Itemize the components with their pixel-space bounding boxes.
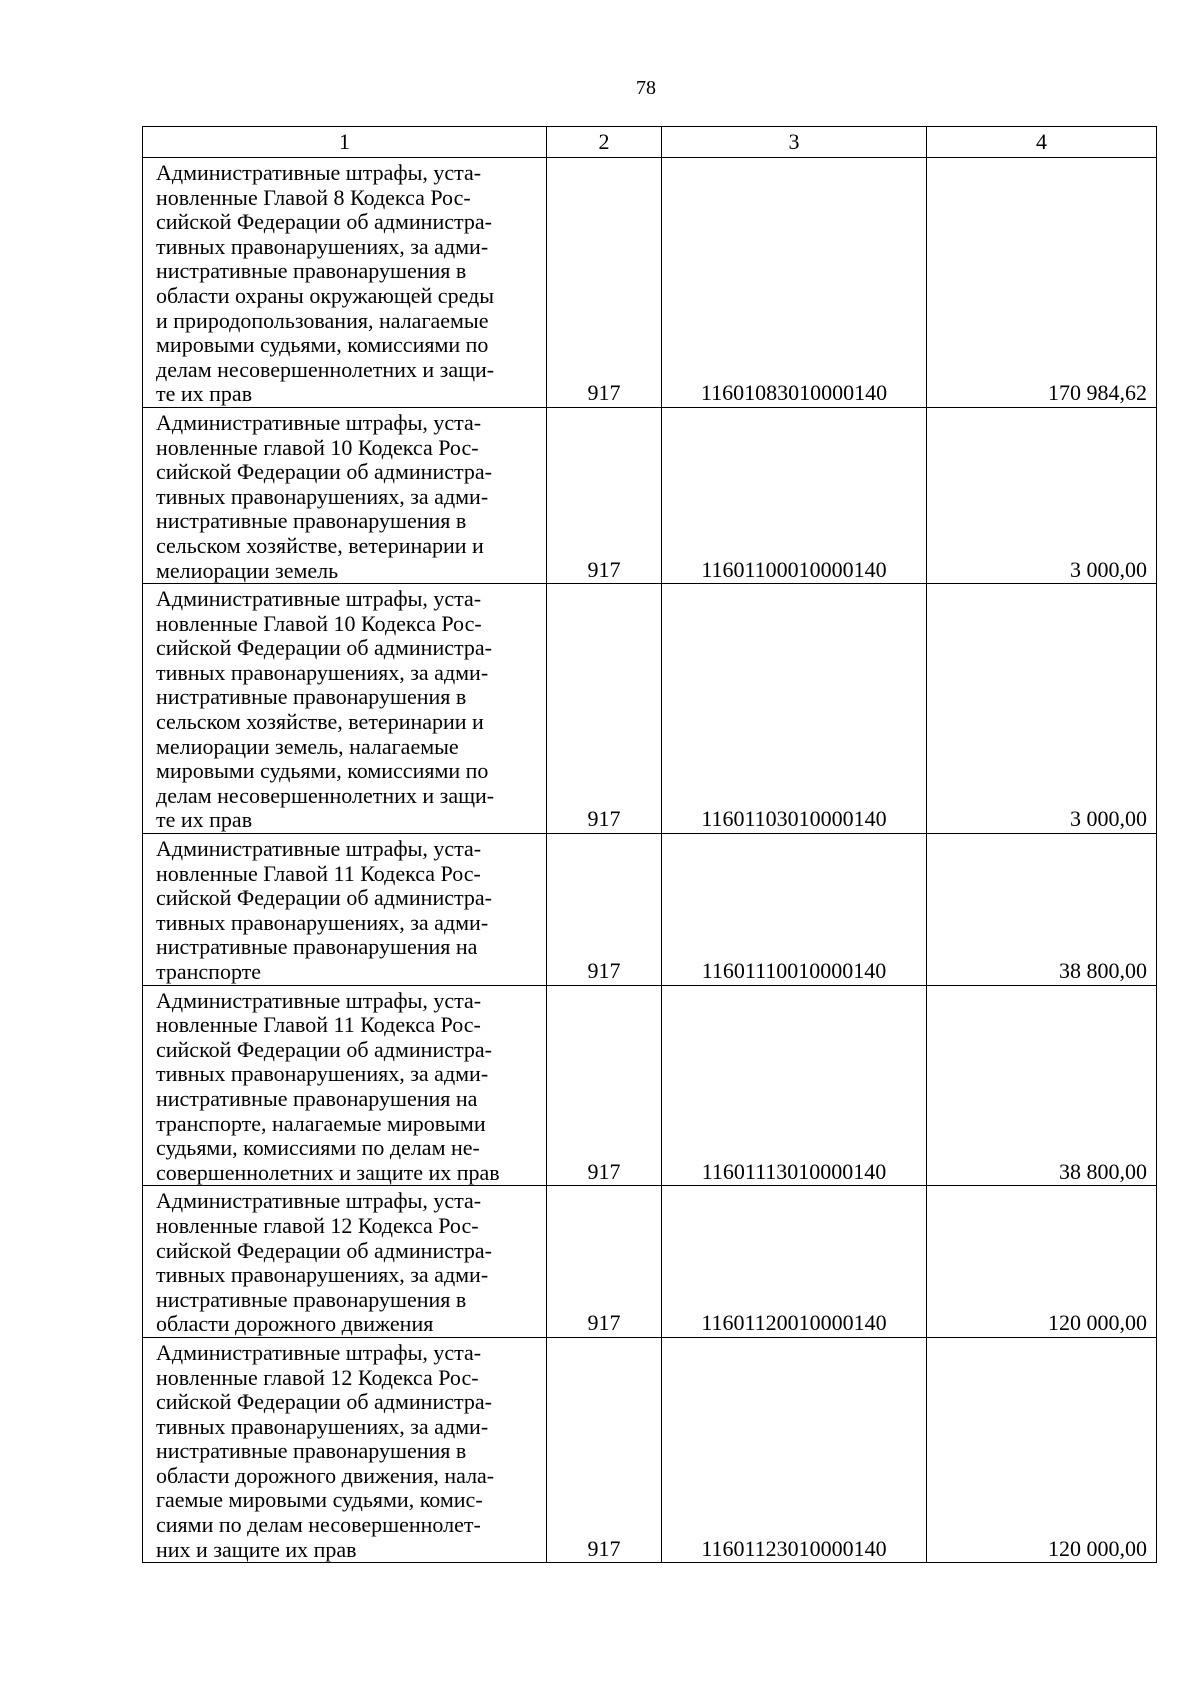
description-line: нистративные правонарушения в <box>156 1286 467 1312</box>
amount-cell: 3 000,00 <box>927 407 1157 583</box>
description-line: тивных правонарушениях, за адми- <box>156 1061 489 1087</box>
budget-code-cell: 11601083010000140 <box>662 158 927 408</box>
description-line: мировыми судьями, комиссиями по <box>156 332 489 358</box>
description-line: те их прав <box>156 381 253 407</box>
description-line: сийской Федерации об администра- <box>156 1389 492 1415</box>
description-line: нистративные правонарушения на <box>156 934 478 960</box>
table-row <box>143 985 1157 1186</box>
table-row <box>143 1337 1157 1562</box>
description-line: нистративные правонарушения в <box>156 1438 467 1464</box>
description-line: новленные Главой 11 Кодекса Рос- <box>156 1012 481 1038</box>
description-line: новленные главой 10 Кодекса Рос- <box>156 434 479 460</box>
table-row <box>143 1186 1157 1338</box>
description-line: Административные штрафы, уста- <box>156 1188 482 1214</box>
description-line: мелиорации земель <box>156 557 339 583</box>
budget-code-cell: 11601103010000140 <box>662 584 927 834</box>
description-line: нистративные правонарушения в <box>156 508 467 534</box>
description-cell <box>143 158 547 408</box>
admin-code-cell: 917 <box>547 584 662 834</box>
description-line: нистративные правонарушения в <box>156 684 467 710</box>
amount-cell: 120 000,00 <box>927 1337 1157 1562</box>
description-cell <box>143 584 547 834</box>
description-line: транспорте <box>156 959 262 984</box>
amount-cell: 120 000,00 <box>927 1186 1157 1338</box>
admin-code-cell: 917 <box>547 407 662 583</box>
description-line: Административные штрафы, уста- <box>156 1339 482 1365</box>
description-line: делам несовершеннолетних и защи- <box>156 782 495 808</box>
header-col-2: 2 <box>547 127 662 158</box>
description-line: судьями, комиссиями по делам не- <box>156 1135 480 1161</box>
description-line: новленные Главой 11 Кодекса Рос- <box>156 860 481 886</box>
budget-code-cell: 11601113010000140 <box>662 985 927 1186</box>
budget-table <box>142 126 1157 1563</box>
description-cell <box>143 985 547 1186</box>
description-line: нистративные правонарушения в <box>156 258 467 284</box>
header-col-1: 1 <box>143 127 547 158</box>
description-line: Административные штрафы, уста- <box>156 409 482 435</box>
description-line: мелиорации земель, налагаемые <box>156 733 459 759</box>
description-line: совершеннолетних и защите их прав <box>156 1159 500 1185</box>
description-line: Административные штрафы, уста- <box>156 987 482 1013</box>
description-line: сельском хозяйстве, ветеринарии и <box>156 709 484 735</box>
page-number: 78 <box>636 77 656 99</box>
description-line: сийской Федерации об администра- <box>156 1237 492 1263</box>
description-line: новленные главой 12 Кодекса Рос- <box>156 1364 479 1390</box>
admin-code-cell: 917 <box>547 1337 662 1562</box>
table-row <box>143 584 1157 834</box>
description-line: нистративные правонарушения на <box>156 1085 478 1111</box>
description-cell <box>143 1186 547 1338</box>
description-line: новленные Главой 8 Кодекса Рос- <box>156 184 471 210</box>
description-line: и природопользования, налагаемые <box>156 307 489 333</box>
description-line: сийской Федерации об администра- <box>156 459 492 485</box>
description-line: сийской Федерации об администра- <box>156 209 492 235</box>
description-line: тивных правонарушениях, за адми- <box>156 1262 489 1288</box>
description-line: области дорожного движения <box>156 1311 434 1337</box>
description-line: тивных правонарушениях, за адми- <box>156 233 489 259</box>
description-line: мировыми судьями, комиссиями по <box>156 758 489 784</box>
budget-code-cell: 11601110010000140 <box>662 834 927 986</box>
header-row <box>143 127 1157 158</box>
description-line: сийской Федерации об администра- <box>156 635 492 661</box>
amount-cell: 3 000,00 <box>927 584 1157 834</box>
budget-code-cell: 11601100010000140 <box>662 407 927 583</box>
header-col-3: 3 <box>662 127 927 158</box>
description-line: те их прав <box>156 807 253 833</box>
description-cell <box>143 834 547 986</box>
description-line: Административные штрафы, уста- <box>156 586 482 612</box>
description-line: сиями по делам несовершеннолет- <box>156 1512 481 1538</box>
amount-cell: 38 800,00 <box>927 985 1157 1186</box>
description-line: тивных правонарушениях, за адми- <box>156 909 489 935</box>
header-col-4: 4 <box>927 127 1157 158</box>
description-cell <box>143 1337 547 1562</box>
admin-code-cell: 917 <box>547 985 662 1186</box>
description-cell <box>143 407 547 583</box>
description-line: новленные Главой 10 Кодекса Рос- <box>156 610 482 636</box>
description-line: транспорте, налагаемые мировыми <box>156 1110 486 1136</box>
table-row <box>143 834 1157 986</box>
description-line: Административные штрафы, уста- <box>156 836 482 862</box>
description-line: них и защите их прав <box>156 1536 357 1562</box>
budget-code-cell: 11601123010000140 <box>662 1337 927 1562</box>
amount-cell: 38 800,00 <box>927 834 1157 986</box>
description-line: сельском хозяйстве, ветеринарии и <box>156 532 484 558</box>
description-line: тивных правонарушениях, за адми- <box>156 483 489 509</box>
description-line: области охраны окружающей среды <box>156 282 495 308</box>
description-line: гаемые мировыми судьями, комис- <box>156 1487 483 1513</box>
description-line: области дорожного движения, нала- <box>156 1462 495 1488</box>
amount-cell: 170 984,62 <box>927 158 1157 408</box>
admin-code-cell: 917 <box>547 158 662 408</box>
admin-code-cell: 917 <box>547 834 662 986</box>
description-line: делам несовершеннолетних и защи- <box>156 356 495 382</box>
budget-code-cell: 11601120010000140 <box>662 1186 927 1338</box>
description-line: тивных правонарушениях, за адми- <box>156 659 489 685</box>
table-row <box>143 158 1157 408</box>
admin-code-cell: 917 <box>547 1186 662 1338</box>
description-line: сийской Федерации об администра- <box>156 885 492 911</box>
table-row <box>143 407 1157 583</box>
description-line: Административные штрафы, уста- <box>156 160 482 185</box>
description-line: сийской Федерации об администра- <box>156 1036 492 1062</box>
description-line: новленные главой 12 Кодекса Рос- <box>156 1212 479 1238</box>
description-line: тивных правонарушениях, за адми- <box>156 1413 489 1439</box>
